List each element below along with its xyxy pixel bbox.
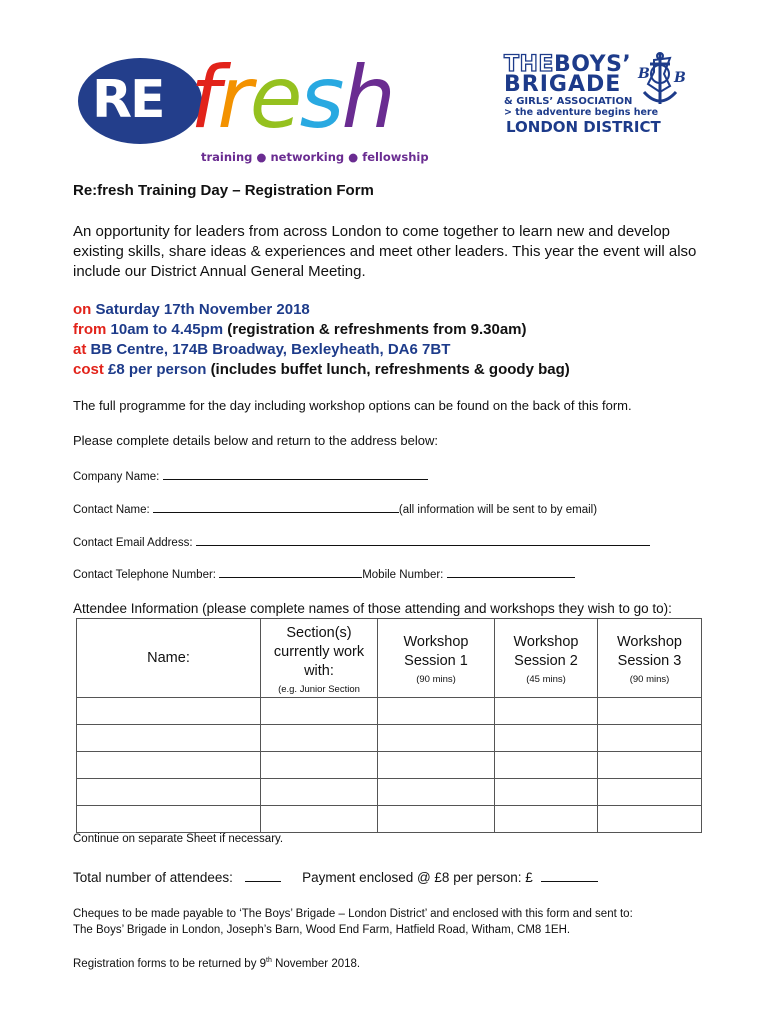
detail-venue bbox=[73, 340, 570, 360]
name-cell[interactable] bbox=[77, 752, 261, 779]
workshop-3-cell[interactable] bbox=[598, 725, 702, 752]
detail-key: cost bbox=[73, 361, 104, 378]
refresh-tagline: training ● networking ● fellowship bbox=[201, 150, 429, 164]
mobile-label: Mobile Number: bbox=[362, 569, 444, 581]
name-cell[interactable] bbox=[77, 698, 261, 725]
attendees-total-label: Total number of attendees: bbox=[73, 870, 233, 885]
refresh-logo-re: RE bbox=[92, 70, 164, 130]
emblem-letter-b-right: B bbox=[674, 70, 686, 86]
attendees-total-input-line[interactable] bbox=[245, 870, 281, 882]
section-cell[interactable] bbox=[261, 779, 378, 806]
name-cell[interactable] bbox=[77, 806, 261, 833]
detail-note: (includes buffet lunch, refreshments & goody bag) bbox=[210, 361, 570, 378]
email-field bbox=[73, 535, 650, 549]
detail-note: (registration & refreshments from 9.30am) bbox=[227, 321, 527, 338]
table-row bbox=[77, 779, 702, 806]
section-header-example: (e.g. Junior Section bbox=[278, 684, 360, 695]
workshop-title: Workshop Session 2 bbox=[513, 634, 579, 669]
detail-value: 10am to 4.45pm bbox=[110, 321, 224, 338]
detail-date bbox=[73, 300, 570, 320]
fresh-letter: r bbox=[217, 48, 250, 148]
cheque-instructions bbox=[73, 906, 633, 938]
workshop-1-cell[interactable] bbox=[378, 698, 495, 725]
workshop-1-cell[interactable] bbox=[378, 725, 495, 752]
attendee-table-body bbox=[77, 698, 702, 833]
section-cell[interactable] bbox=[261, 806, 378, 833]
workshop-2-cell[interactable] bbox=[495, 698, 598, 725]
workshop-3-cell[interactable] bbox=[598, 779, 702, 806]
table-row bbox=[77, 806, 702, 833]
return-deadline bbox=[73, 957, 360, 970]
workshop-2-cell[interactable] bbox=[495, 725, 598, 752]
table-row bbox=[77, 698, 702, 725]
section-cell[interactable] bbox=[261, 725, 378, 752]
workshop-2-cell[interactable] bbox=[495, 779, 598, 806]
attendee-intro: Attendee Information (please complete names of those attending and workshops they wish to go to): bbox=[73, 601, 672, 616]
contact-name-label: Contact Name: bbox=[73, 504, 150, 516]
intro-paragraph: An opportunity for leaders from across London to come together to learn new and develop existing skills, share ideas & experiences and meet other leaders. This year the event will also include our District Annual General Meeting. bbox=[73, 223, 697, 280]
workshop-duration: (45 mins) bbox=[526, 674, 566, 685]
workshop-2-cell[interactable] bbox=[495, 806, 598, 833]
workshop-3-cell[interactable] bbox=[598, 698, 702, 725]
email-input-line[interactable] bbox=[196, 535, 650, 546]
fresh-letter: h bbox=[341, 48, 393, 148]
bb-logo-district: LONDON DISTRICT bbox=[506, 118, 661, 136]
continue-note: Continue on separate Sheet if necessary. bbox=[73, 833, 284, 845]
workshop-2-column-header bbox=[495, 619, 598, 698]
bb-logo-motto: > the adventure begins here bbox=[504, 107, 659, 118]
workshop-3-cell[interactable] bbox=[598, 752, 702, 779]
company-name-field bbox=[73, 469, 428, 483]
detail-value: BB Centre, 174B Broadway, Bexleyheath, DA6 7BT bbox=[90, 341, 451, 358]
detail-value: £8 per person bbox=[108, 361, 207, 378]
phone-field bbox=[73, 567, 575, 581]
workshop-title: Workshop Session 1 bbox=[403, 634, 469, 669]
name-cell[interactable] bbox=[77, 779, 261, 806]
emblem-letter-b-left: B bbox=[638, 66, 650, 82]
bb-logo-association: & GIRLS’ ASSOCIATION bbox=[504, 96, 633, 107]
totals-line bbox=[73, 870, 598, 885]
fresh-letter: s bbox=[299, 48, 342, 148]
company-name-input-line[interactable] bbox=[163, 469, 428, 480]
detail-cost bbox=[73, 360, 570, 380]
form-title: Re:fresh Training Day – Registration Form bbox=[73, 182, 374, 199]
detail-time bbox=[73, 320, 570, 340]
cheque-line-2: The Boys’ Brigade in London, Joseph’s Barn, Wood End Farm, Hatfield Road, Witham, CM8 1EH. bbox=[73, 924, 571, 936]
section-cell[interactable] bbox=[261, 752, 378, 779]
detail-value: Saturday 17th November 2018 bbox=[95, 301, 310, 318]
workshop-duration: (90 mins) bbox=[629, 674, 670, 685]
return-deadline-sup: th bbox=[266, 957, 272, 964]
section-column-header bbox=[261, 619, 378, 698]
workshop-3-column-header bbox=[598, 619, 702, 698]
workshop-1-column-header bbox=[378, 619, 495, 698]
boys-brigade-logo bbox=[504, 54, 694, 140]
workshop-1-cell[interactable] bbox=[378, 752, 495, 779]
table-header-row bbox=[77, 619, 702, 698]
section-cell[interactable] bbox=[261, 698, 378, 725]
return-deadline-prefix: Registration forms to be returned by 9 bbox=[73, 958, 267, 970]
phone-input-line[interactable] bbox=[219, 567, 362, 578]
workshop-2-cell[interactable] bbox=[495, 752, 598, 779]
contact-name-field bbox=[73, 502, 597, 516]
fresh-letter: e bbox=[249, 48, 300, 148]
fresh-letter: f bbox=[190, 48, 218, 148]
detail-key: at bbox=[73, 341, 87, 358]
payment-label: Payment enclosed @ £8 per person: £ bbox=[302, 870, 533, 885]
phone-label: Contact Telephone Number: bbox=[73, 569, 216, 581]
anchor-emblem-icon bbox=[630, 52, 692, 112]
table-row bbox=[77, 752, 702, 779]
workshop-3-cell[interactable] bbox=[598, 806, 702, 833]
bb-logo-boys: BOYS’ bbox=[553, 52, 632, 77]
event-details bbox=[73, 300, 570, 380]
contact-name-note: (all information will be sent to by email) bbox=[398, 504, 598, 516]
workshop-1-cell[interactable] bbox=[378, 779, 495, 806]
return-instruction: Please complete details below and return to the address below: bbox=[73, 433, 438, 448]
name-cell[interactable] bbox=[77, 725, 261, 752]
return-deadline-suffix: November 2018. bbox=[271, 958, 361, 970]
attendee-table bbox=[76, 618, 702, 833]
mobile-input-line[interactable] bbox=[447, 567, 575, 578]
refresh-logo bbox=[78, 48, 429, 168]
refresh-logo-fresh bbox=[190, 48, 393, 148]
workshop-duration: (90 mins) bbox=[416, 674, 456, 685]
programme-note: The full programme for the day including workshop options can be found on the back of this form. bbox=[73, 398, 632, 413]
bb-logo-the: THE bbox=[504, 52, 554, 77]
workshop-title: Workshop Session 3 bbox=[616, 634, 682, 669]
table-row bbox=[77, 725, 702, 752]
bb-logo-brigade: BRIGADE bbox=[504, 72, 622, 97]
workshop-1-cell[interactable] bbox=[378, 806, 495, 833]
cheque-line-1: Cheques to be made payable to ‘The Boys’ Brigade – London District’ and enclosed with this form and sent to: bbox=[73, 908, 633, 920]
detail-key: on bbox=[73, 301, 92, 318]
name-column-header: Name: bbox=[77, 619, 261, 698]
email-label: Contact Email Address: bbox=[73, 537, 193, 549]
contact-name-input-line[interactable] bbox=[153, 502, 399, 513]
payment-amount-input-line[interactable] bbox=[541, 870, 598, 882]
detail-key: from bbox=[73, 321, 107, 338]
company-name-label: Company Name: bbox=[73, 471, 160, 483]
section-header-title: Section(s) currently work with: bbox=[273, 625, 365, 679]
